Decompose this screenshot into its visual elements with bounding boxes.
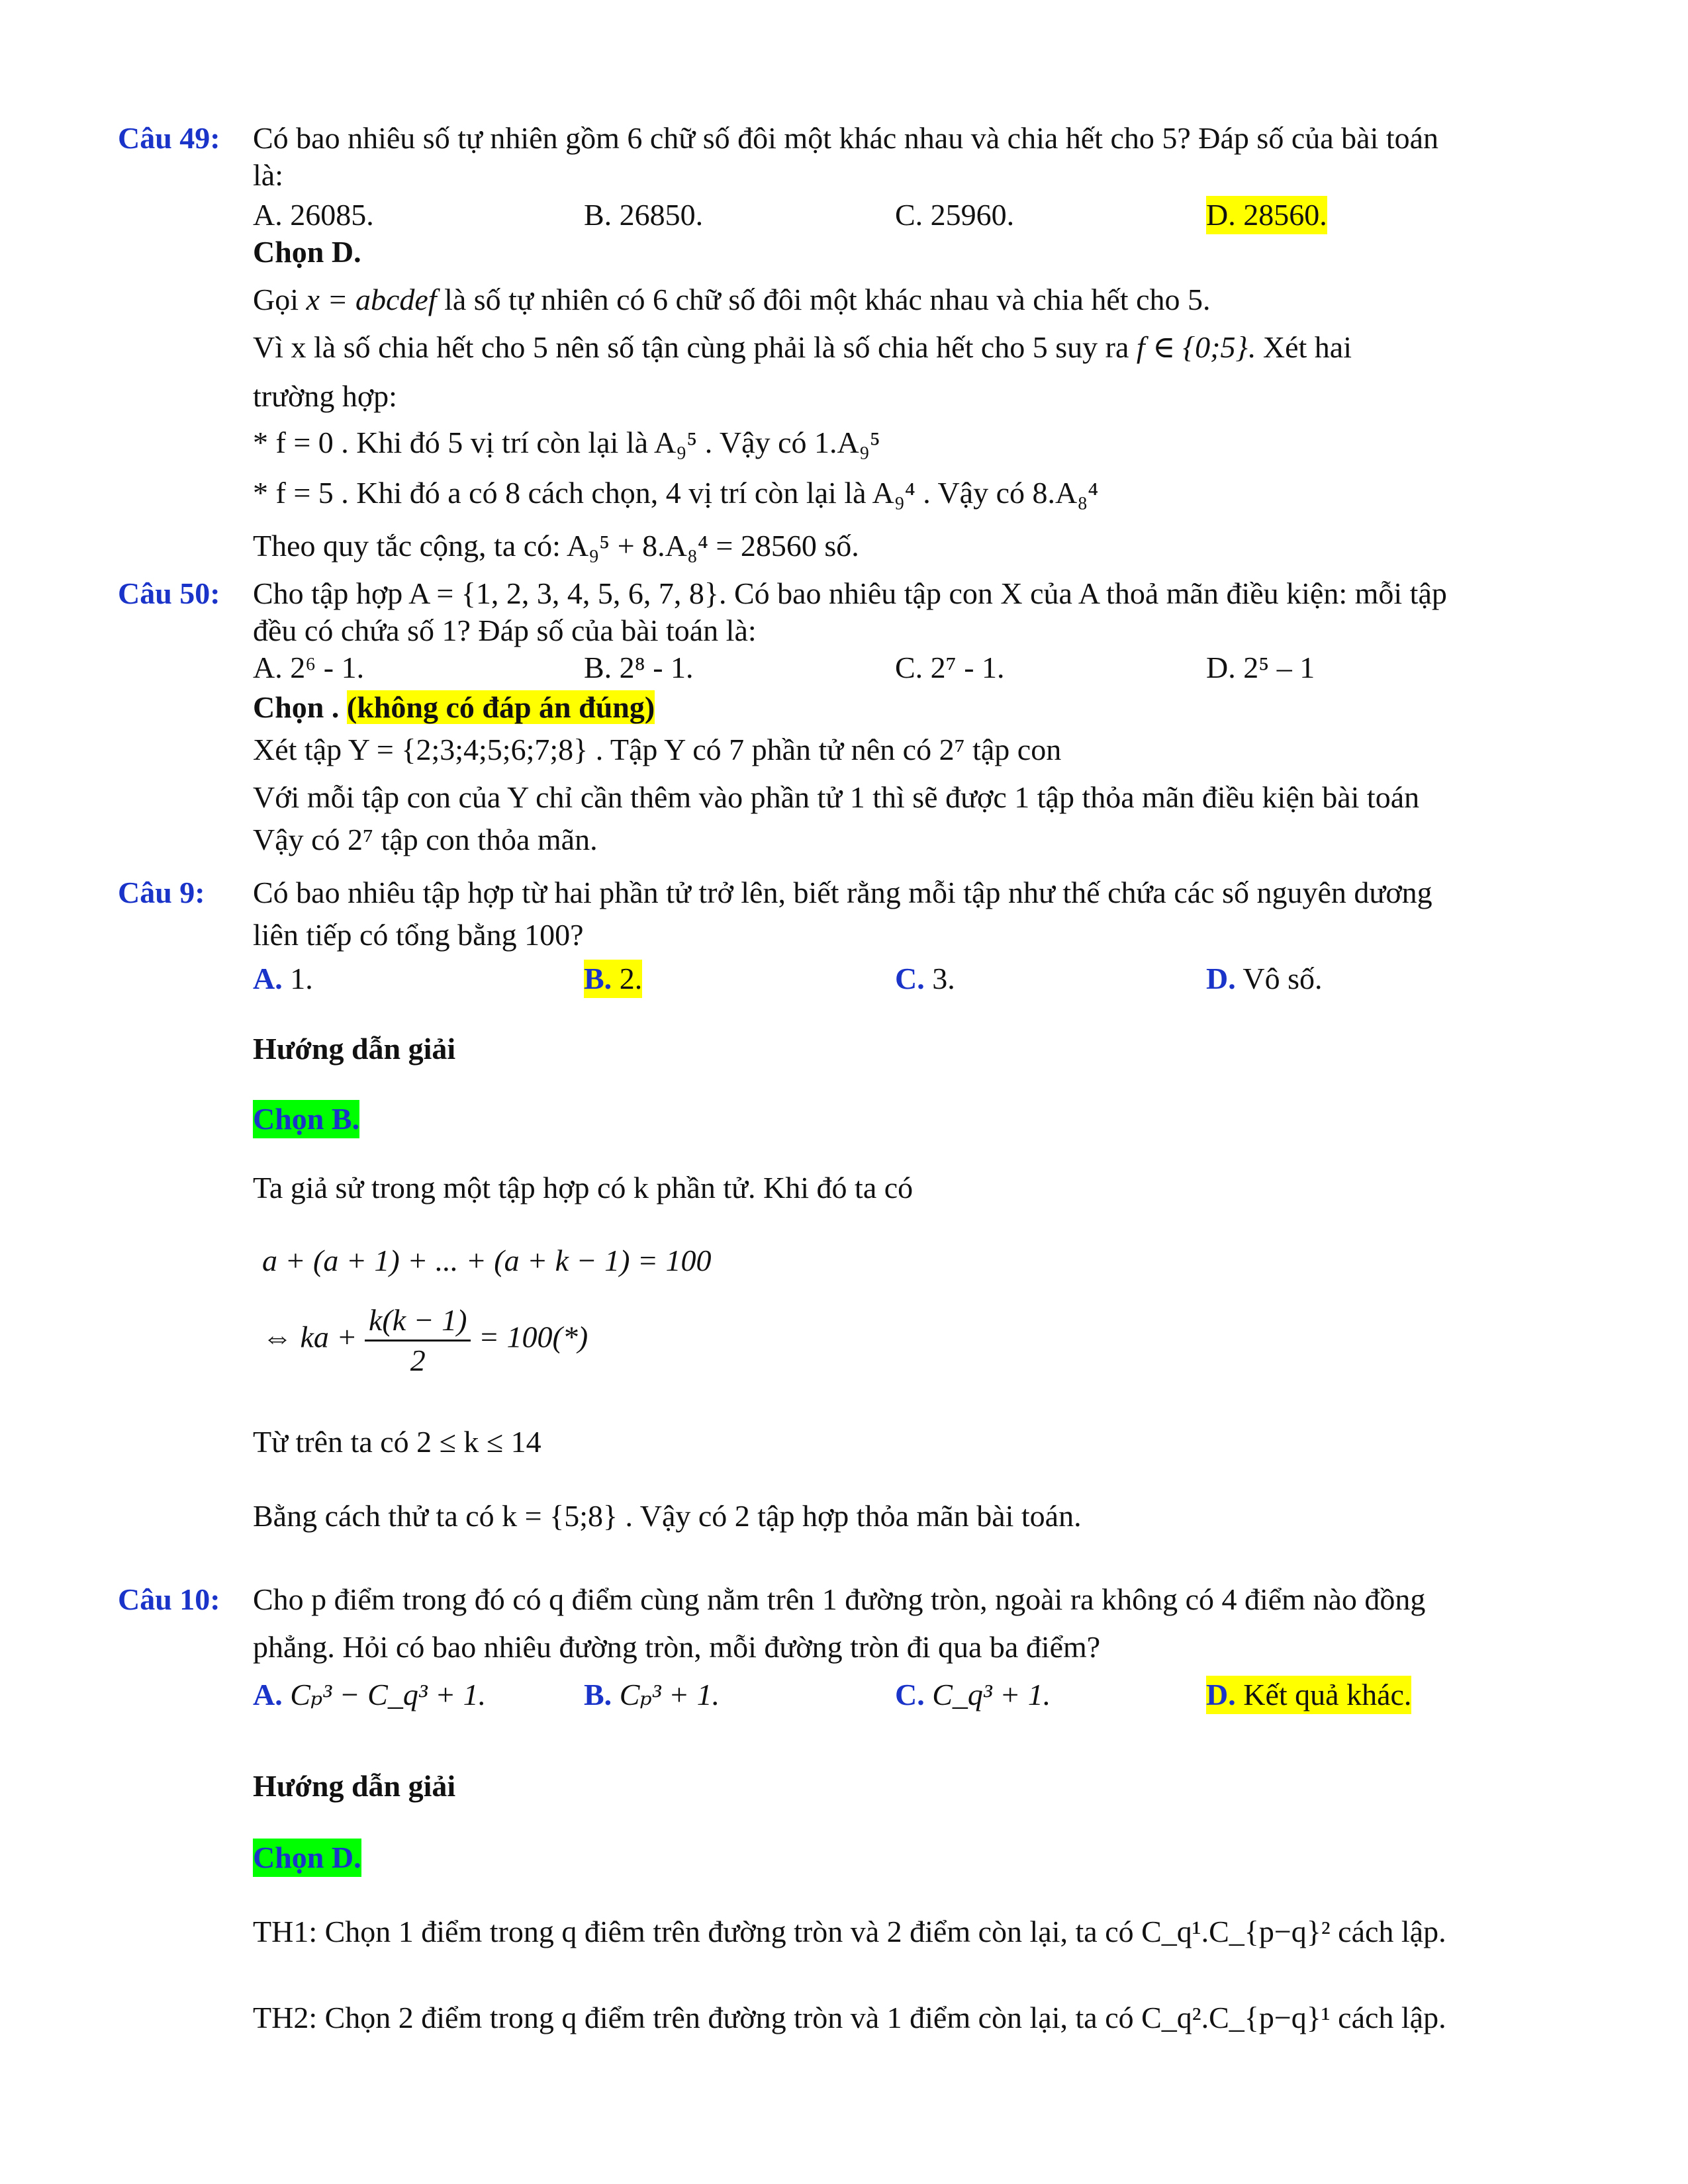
- q49-conclusion: Theo quy tắc cộng, ta có: A₉⁵ + 8.A₈⁴ = 28560 số.: [253, 529, 859, 563]
- q9-solution-line3: Bằng cách thử ta có k = {5;8} . Vậy có 2 tập hợp thỏa mãn bài toán.: [253, 1499, 1082, 1533]
- q9-option-c-letter: C.: [895, 962, 925, 995]
- q49-label: Câu 49:: [118, 121, 220, 155]
- q9-solution-line1: Ta giả sử trong một tập hợp có k phần tử. Khi đó ta có: [253, 1171, 914, 1205]
- q50-solution-line1: Xét tập Y = {2;3;4;5;6;7;8} . Tập Y có 7 phần tử nên có 2⁷ tập con: [253, 733, 1062, 766]
- q10-option-a-letter: A.: [253, 1678, 283, 1711]
- q10-option-a: [253, 1676, 486, 1714]
- q9-eq2-left: ⇔ ka +: [262, 1320, 357, 1354]
- q50-option-a: A. 2⁶ - 1.: [253, 651, 365, 684]
- q49-solution-line2: [253, 328, 1352, 367]
- q50-choose: [253, 688, 655, 727]
- q10-option-d-value: Kết quả khác.: [1235, 1678, 1412, 1711]
- q9-option-a-letter: A.: [253, 962, 283, 995]
- q9-option-b-letter: B.: [584, 962, 612, 995]
- q9-guide-heading: Hướng dẫn giải: [253, 1032, 456, 1066]
- q9-eq2-right: = 100(*): [478, 1320, 588, 1354]
- q9-eq2-fraction: [365, 1301, 471, 1379]
- q9-option-c: [895, 960, 955, 998]
- q49-s2-math: f ∈ {0;5}: [1136, 330, 1248, 364]
- q9-eq2-denominator: 2: [410, 1343, 426, 1377]
- q9-equation2: [262, 1301, 588, 1379]
- q50-solution-line2: Với mỗi tập con của Y chỉ cần thêm vào phần tử 1 thì sẽ được 1 tập thỏa mãn điều kiện bài toán: [253, 780, 1420, 814]
- q49-s1-math: x = abcdef: [306, 283, 437, 316]
- q9-eq2-numerator: k(k − 1): [365, 1301, 471, 1342]
- q50-note: (không có đáp án đúng): [346, 690, 655, 724]
- q9-text-line1: Có bao nhiêu tập hợp từ hai phần tử trở lên, biết rằng mỗi tập như thế chứa các số nguyên dương: [253, 876, 1432, 909]
- q9-option-a: [253, 960, 313, 998]
- q10-option-d: [1206, 1676, 1411, 1714]
- q49-s2-post: . Xét hai: [1247, 330, 1352, 364]
- q10-option-c-value: C_q³ + 1.: [924, 1678, 1051, 1711]
- q49-text-line1: Có bao nhiêu số tự nhiên gồm 6 chữ số đôi một khác nhau và chia hết cho 5? Đáp số của bài toán: [253, 121, 1439, 155]
- q49-text-line2: là:: [253, 158, 283, 192]
- q9-choose: Chọn B.: [253, 1100, 359, 1138]
- q10-case-th1: TH1: Chọn 1 điểm trong q điêm trên đường tròn và 2 điểm còn lại, ta có C_q¹.C_{p−q}² cách lập.: [253, 1915, 1446, 1948]
- q9-solution-line2: Từ trên ta có 2 ≤ k ≤ 14: [253, 1425, 541, 1459]
- q50-choose-label: Chọn .: [253, 690, 340, 724]
- q50-option-d: D. 2⁵ – 1: [1206, 651, 1315, 684]
- q49-s1-pre: Gọi: [253, 283, 299, 316]
- q9-option-c-value: 3.: [924, 962, 955, 995]
- q50-solution-line3: Vậy có 2⁷ tập con thỏa mãn.: [253, 823, 598, 856]
- q49-case-f5: * f = 5 . Khi đó a có 8 cách chọn, 4 vị trí còn lại là A₉⁴ . Vậy có 8.A₈⁴: [253, 476, 1099, 510]
- q10-option-c-letter: C.: [895, 1678, 925, 1711]
- q9-option-b-value: 2.: [612, 962, 643, 995]
- q9-text-line2: liên tiếp có tổng bằng 100?: [253, 918, 584, 952]
- q49-s2-pre: Vì x là số chia hết cho 5 nên số tận cùng phải là số chia hết cho 5 suy ra: [253, 330, 1129, 364]
- q9-option-d-value: Vô số.: [1235, 962, 1323, 995]
- q10-option-a-value: Cₚ³ − C_q³ + 1.: [282, 1678, 487, 1711]
- q9-option-d: [1206, 960, 1323, 998]
- q10-label: Câu 10:: [118, 1582, 220, 1616]
- q9-label: Câu 9:: [118, 876, 205, 909]
- q10-text-line2: phẳng. Hỏi có bao nhiêu đường tròn, mỗi đường tròn đi qua ba điểm?: [253, 1630, 1101, 1664]
- q49-option-a: A. 26085.: [253, 198, 374, 232]
- q10-option-b-letter: B.: [584, 1678, 612, 1711]
- q50-option-c: C. 2⁷ - 1.: [895, 651, 1005, 684]
- q49-solution-line1: [253, 281, 1211, 319]
- q10-choose: Chọn D.: [253, 1839, 361, 1877]
- q49-option-d: D. 28560.: [1206, 196, 1327, 234]
- q49-option-b: B. 26850.: [584, 198, 704, 232]
- q49-case-f0: * f = 0 . Khi đó 5 vị trí còn lại là A₉⁵ . Vậy có 1.A₉⁵: [253, 426, 880, 459]
- q50-label: Câu 50:: [118, 576, 220, 610]
- q50-text-line1: Cho tập hợp A = {1, 2, 3, 4, 5, 6, 7, 8}. Có bao nhiêu tập con X của A thoả mãn điều kiện: mỗi tập: [253, 576, 1447, 610]
- q10-option-b-value: Cₚ³ + 1.: [612, 1678, 720, 1711]
- q10-guide-heading: Hướng dẫn giải: [253, 1769, 456, 1803]
- q9-option-a-value: 1.: [282, 962, 313, 995]
- q10-option-c: [895, 1676, 1051, 1714]
- q49-solution-line3: trường hợp:: [253, 379, 397, 413]
- q50-option-b: B. 2⁸ - 1.: [584, 651, 694, 684]
- q9-option-d-letter: D.: [1206, 962, 1236, 995]
- q49-s1-post: là số tự nhiên có 6 chữ số đôi một khác nhau và chia hết cho 5.: [444, 283, 1211, 316]
- q10-text-line1: Cho p điểm trong đó có q điểm cùng nằm trên 1 đường tròn, ngoài ra không có 4 điểm nào đồng: [253, 1582, 1426, 1616]
- q9-option-b: [584, 960, 642, 998]
- q9-equation1: a + (a + 1) + ... + (a + k − 1) = 100: [262, 1244, 712, 1277]
- q10-case-th2: TH2: Chọn 2 điểm trong q điểm trên đường tròn và 1 điểm còn lại, ta có C_q².C_{p−q}¹ cách lập.: [253, 2001, 1446, 2034]
- q49-choose: Chọn D.: [253, 235, 361, 269]
- q50-text-line2: đều có chứa số 1? Đáp số của bài toán là:: [253, 614, 757, 647]
- q10-option-b: [584, 1676, 720, 1714]
- q49-option-c: C. 25960.: [895, 198, 1015, 232]
- q10-option-d-letter: D.: [1206, 1678, 1236, 1711]
